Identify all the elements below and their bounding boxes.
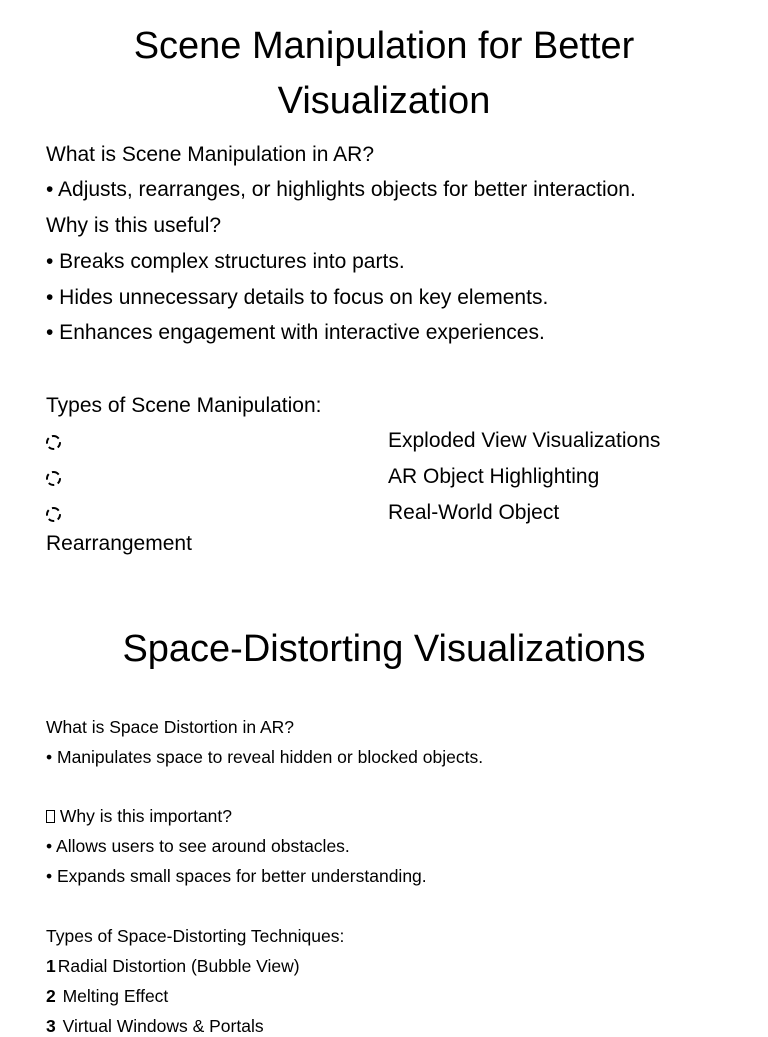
technique-label: Radial Distortion (Bubble View) bbox=[57, 956, 300, 976]
type-real-world-object: Real-World Object bbox=[388, 501, 560, 524]
dashed-circle-icon bbox=[46, 507, 61, 522]
bullet-expands: • Expands small spaces for better understanding. bbox=[46, 866, 427, 886]
question-text: Why is this important? bbox=[55, 806, 232, 826]
question-why-important bbox=[46, 806, 232, 827]
keycap-number-icon: 3 bbox=[46, 1016, 56, 1036]
keycap-number-icon: 2 bbox=[46, 986, 56, 1006]
bullet-hides: • Hides unnecessary details to focus on key elements. bbox=[46, 286, 549, 309]
bullet-breaks: • Breaks complex structures into parts. bbox=[46, 250, 405, 273]
question-why-useful: Why is this useful? bbox=[46, 214, 222, 237]
type-object-highlighting: AR Object Highlighting bbox=[388, 465, 600, 488]
type-rearrangement-wrap: Rearrangement bbox=[46, 532, 192, 555]
technique-label: Melting Effect bbox=[57, 986, 169, 1006]
type-exploded-view: Exploded View Visualizations bbox=[388, 429, 661, 452]
slide-title bbox=[0, 19, 768, 129]
technique-label: Virtual Windows & Portals bbox=[57, 1016, 264, 1036]
missing-glyph-icon bbox=[46, 810, 55, 823]
technique-radial bbox=[46, 956, 300, 977]
types-heading: Types of Scene Manipulation: bbox=[46, 394, 322, 417]
question-what-is: What is Scene Manipulation in AR? bbox=[46, 143, 375, 166]
title-line-2: Visualization bbox=[277, 80, 491, 122]
technique-melting bbox=[46, 986, 168, 1007]
title-line-1: Scene Manipulation for Better bbox=[133, 25, 635, 67]
dashed-circle-icon bbox=[46, 435, 61, 450]
bullet-manipulates: • Manipulates space to reveal hidden or blocked objects. bbox=[46, 747, 484, 767]
slide-title: Space-Distorting Visualizations bbox=[122, 628, 646, 670]
bullet-adjusts: • Adjusts, rearranges, or highlights objects for better interaction. bbox=[46, 178, 636, 201]
keycap-number-icon: 1 bbox=[46, 956, 56, 976]
bullet-enhances: • Enhances engagement with interactive experiences. bbox=[46, 321, 545, 344]
types-heading: Types of Space-Distorting Techniques: bbox=[46, 926, 345, 946]
dashed-circle-icon bbox=[46, 471, 61, 486]
bullet-allows: • Allows users to see around obstacles. bbox=[46, 836, 350, 856]
question-what-is: What is Space Distortion in AR? bbox=[46, 717, 295, 737]
slide-space-distorting bbox=[0, 600, 768, 1036]
technique-portals bbox=[46, 1016, 264, 1037]
